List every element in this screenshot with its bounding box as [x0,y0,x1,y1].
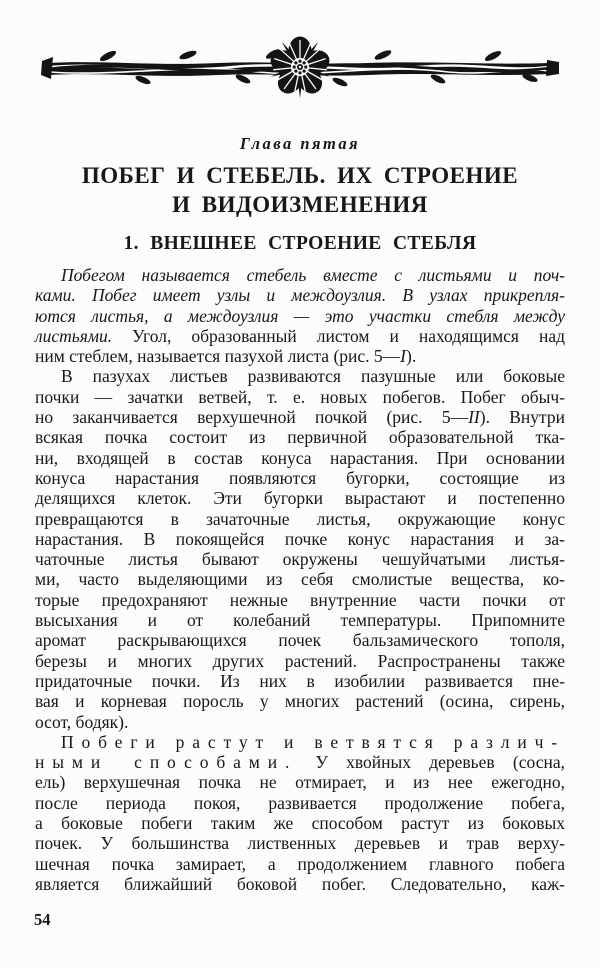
text-line [35,427,565,447]
text-segment: превращаются в зачаточные листья, окружающие конус [35,508,565,529]
page-number: 54 [34,910,51,929]
text-segment: березы и многих других растений. Распространены также [35,650,565,671]
text-segment: конуса нарастания появляются бугорки, состоящие из [35,467,565,488]
text-line [35,732,565,752]
chapter-title-line-1: ПОБЕГ И СТЕБЕЛЬ. ИХ СТРОЕНИЕ [81,163,519,188]
text-line [35,854,565,874]
text-segment: является ближайший боковой побег. Следовательно, каж- [35,873,565,894]
text-segment: ни, входящей в состав конуса нарастания. При основании [35,447,565,468]
text-line [35,712,565,732]
text-segment: ). Внутри [479,407,565,428]
text-segment: аромат раскрывающихся почек бальзамического тополя, [35,630,565,651]
text-segment: ель) верхушечная почка не отмирает, и из нее ежегодно, [35,772,565,793]
text-segment: делящихся клеток. Эти бугорки вырастают и постепенно [35,488,565,509]
text-segment: но заканчивается верхушечной почкой (рис. 5— [35,407,469,428]
text-segment: ными способами. [35,752,298,773]
text-segment: почки — зачатки ветвей, т. е. новых побегов. Побег обыч- [35,386,565,407]
text-segment: придаточные почки. Из них в изобилии развивается пне- [35,670,565,691]
text-line [35,813,565,833]
chapter-title [0,161,600,219]
text-line [35,691,565,711]
text-segment: ками. Побег имеет узлы и междоузлия. В узлах прикрепля- [35,285,565,306]
text-line [35,549,565,569]
text-segment: всякая почка состоит из первичной образовательной тка- [35,427,565,448]
text-line [35,651,565,671]
flower-icon [267,37,332,99]
text-segment: В пазухах листьев развиваются пазушные или боковые [61,366,565,387]
text-line [35,366,565,386]
text-segment: ются листья, а междоузлия — это участки стебля между [35,305,565,326]
text-line [35,833,565,853]
text-line [35,590,565,610]
text-line [35,448,565,468]
text-line [35,610,565,630]
text-line [35,306,565,326]
chapter-label: Глава пятая [239,134,361,153]
text-line [35,509,565,529]
branch-flower-ornament-icon [38,34,562,104]
text-line [35,265,565,285]
text-line [35,772,565,792]
text-segment: У хвойных деревьев (сосна, [297,752,565,773]
body-text [35,265,565,894]
text-line [35,346,565,366]
text-line [35,387,565,407]
text-segment: ). [406,346,417,367]
text-line [35,529,565,549]
text-line [35,874,565,894]
text-segment: вая и корневая поросль у многих растений (осина, сирень, [35,691,565,712]
text-line [35,326,565,346]
text-line [35,569,565,589]
text-segment: осот, бодяк). [35,711,129,732]
text-line [35,407,565,427]
text-line [35,671,565,691]
text-segment: после периода покоя, развивается продолжение побега, [35,792,565,813]
text-segment: ми, часто выделяющими из себя смолистые вещества, ко- [35,569,565,590]
text-segment: нарастания. В покоящейся почке конус нарастания и за- [35,528,565,549]
section-heading: 1. ВНЕШНЕЕ СТРОЕНИЕ СТЕБЛЯ [123,233,477,254]
text-segment: а боковые побеги таким же способом растут из боковых [35,813,565,834]
text-segment: торые предохраняют нежные внутренние части почки от [35,589,565,610]
chapter-title-line-2: И ВИДОИЗМЕНЕНИЯ [172,192,428,217]
text-line [35,285,565,305]
text-segment: чаточные листья бывают окружены чешуйчатыми листья- [35,549,565,570]
text-segment: шечная почка замирает, а продолжением главного побега [35,853,565,874]
text-segment: Побегом называется стебель вместе с листьями и поч- [61,265,565,285]
text-segment: Побеги растут и ветвятся различ- [61,731,565,752]
text-line [35,630,565,650]
text-segment: II [468,407,480,428]
text-segment: листьями. [35,325,113,346]
text-segment: почек. У большинства лиственных деревьев и трав верху- [35,833,565,854]
text-line [35,752,565,772]
text-segment: Угол, образованный листом и находящимся над [112,325,565,346]
text-segment: I [400,346,406,367]
text-line [35,488,565,508]
text-segment: ним стеблем, называется пазухой листа (рис. 5— [35,346,401,367]
text-line [35,793,565,813]
chapter-ornament [38,34,562,104]
text-segment: высыхания и от колебаний температуры. Припомните [35,610,565,631]
text-line [35,468,565,488]
